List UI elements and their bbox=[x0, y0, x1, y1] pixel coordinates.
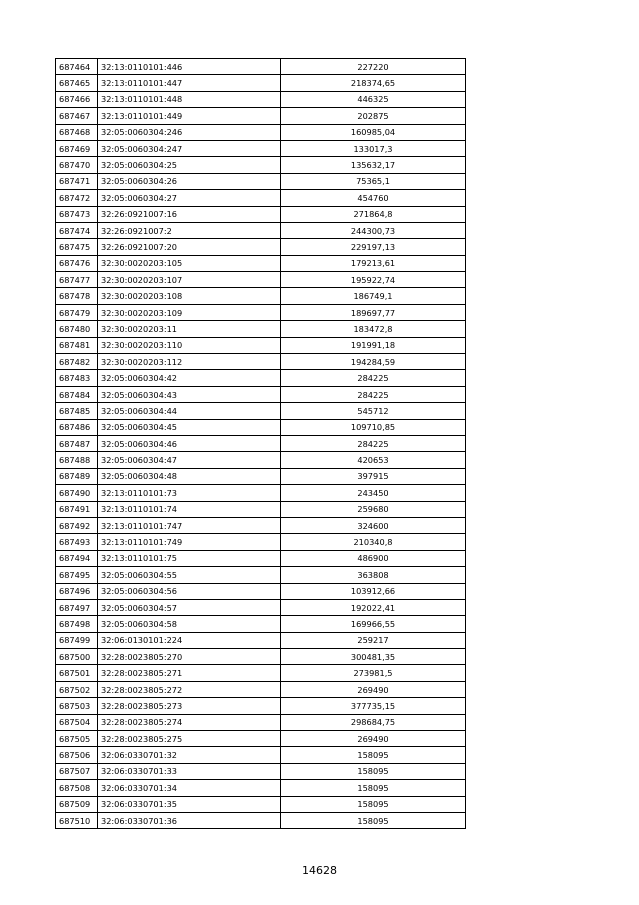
value-cell: 202875 bbox=[281, 108, 466, 124]
table-row bbox=[56, 59, 466, 75]
row-id-cell: 687489 bbox=[56, 468, 98, 484]
table-row bbox=[56, 567, 466, 583]
value-cell: 229197,13 bbox=[281, 239, 466, 255]
cadastral-number-cell: 32:05:0060304:26 bbox=[98, 173, 281, 189]
cadastral-number-cell: 32:26:0921007:20 bbox=[98, 239, 281, 255]
cadastral-number-cell: 32:28:0023805:270 bbox=[98, 649, 281, 665]
value-cell: 135632,17 bbox=[281, 157, 466, 173]
cadastral-number-cell: 32:13:0110101:75 bbox=[98, 550, 281, 566]
row-id-cell: 687466 bbox=[56, 91, 98, 107]
row-id-cell: 687469 bbox=[56, 140, 98, 156]
value-cell: 486900 bbox=[281, 550, 466, 566]
table-row bbox=[56, 468, 466, 484]
value-cell: 158095 bbox=[281, 763, 466, 779]
row-id-cell: 687486 bbox=[56, 419, 98, 435]
cadastral-number-cell: 32:26:0921007:16 bbox=[98, 206, 281, 222]
value-cell: 195922,74 bbox=[281, 272, 466, 288]
row-id-cell: 687488 bbox=[56, 452, 98, 468]
table-row bbox=[56, 288, 466, 304]
cadastral-number-cell: 32:30:0020203:109 bbox=[98, 304, 281, 320]
row-id-cell: 687483 bbox=[56, 370, 98, 386]
table-row bbox=[56, 681, 466, 697]
table-row bbox=[56, 632, 466, 648]
table-row bbox=[56, 452, 466, 468]
value-cell: 244300,73 bbox=[281, 222, 466, 238]
cadastral-number-cell: 32:30:0020203:108 bbox=[98, 288, 281, 304]
table-row bbox=[56, 747, 466, 763]
cadastral-number-cell: 32:28:0023805:272 bbox=[98, 681, 281, 697]
table-row bbox=[56, 157, 466, 173]
value-cell: 273981,5 bbox=[281, 665, 466, 681]
cadastral-number-cell: 32:13:0110101:446 bbox=[98, 59, 281, 75]
value-cell: 545712 bbox=[281, 403, 466, 419]
table-row bbox=[56, 91, 466, 107]
table-row bbox=[56, 272, 466, 288]
row-id-cell: 687480 bbox=[56, 321, 98, 337]
value-cell: 284225 bbox=[281, 370, 466, 386]
table-row bbox=[56, 780, 466, 796]
row-id-cell: 687505 bbox=[56, 731, 98, 747]
row-id-cell: 687506 bbox=[56, 747, 98, 763]
table-row bbox=[56, 649, 466, 665]
table-row bbox=[56, 255, 466, 271]
table-row bbox=[56, 190, 466, 206]
cadastral-number-cell: 32:05:0060304:43 bbox=[98, 386, 281, 402]
cadastral-number-cell: 32:26:0921007:2 bbox=[98, 222, 281, 238]
table-row bbox=[56, 599, 466, 615]
cadastral-number-cell: 32:13:0110101:749 bbox=[98, 534, 281, 550]
table-row bbox=[56, 583, 466, 599]
row-id-cell: 687508 bbox=[56, 780, 98, 796]
cadastral-number-cell: 32:05:0060304:58 bbox=[98, 616, 281, 632]
row-id-cell: 687487 bbox=[56, 435, 98, 451]
value-cell: 179213,61 bbox=[281, 255, 466, 271]
cadastral-number-cell: 32:06:0130101:224 bbox=[98, 632, 281, 648]
cadastral-number-cell: 32:30:0020203:11 bbox=[98, 321, 281, 337]
cadastral-number-cell: 32:13:0110101:448 bbox=[98, 91, 281, 107]
table-row bbox=[56, 419, 466, 435]
table-row bbox=[56, 796, 466, 812]
cadastral-number-cell: 32:30:0020203:110 bbox=[98, 337, 281, 353]
value-cell: 227220 bbox=[281, 59, 466, 75]
cadastral-number-cell: 32:06:0330701:35 bbox=[98, 796, 281, 812]
cadastral-number-cell: 32:06:0330701:32 bbox=[98, 747, 281, 763]
row-id-cell: 687492 bbox=[56, 517, 98, 533]
table-row bbox=[56, 550, 466, 566]
value-cell: 284225 bbox=[281, 386, 466, 402]
table-row bbox=[56, 124, 466, 140]
value-cell: 259217 bbox=[281, 632, 466, 648]
cadastral-number-cell: 32:05:0060304:247 bbox=[98, 140, 281, 156]
cadastral-number-cell: 32:05:0060304:45 bbox=[98, 419, 281, 435]
cadastral-number-cell: 32:05:0060304:57 bbox=[98, 599, 281, 615]
value-cell: 446325 bbox=[281, 91, 466, 107]
row-id-cell: 687484 bbox=[56, 386, 98, 402]
value-cell: 194284,59 bbox=[281, 354, 466, 370]
row-id-cell: 687474 bbox=[56, 222, 98, 238]
value-cell: 377735,15 bbox=[281, 698, 466, 714]
table-row bbox=[56, 731, 466, 747]
table-row bbox=[56, 485, 466, 501]
page-number: 14628 bbox=[302, 864, 337, 877]
table-row bbox=[56, 812, 466, 828]
table-row bbox=[56, 222, 466, 238]
cadastral-number-cell: 32:05:0060304:44 bbox=[98, 403, 281, 419]
row-id-cell: 687478 bbox=[56, 288, 98, 304]
row-id-cell: 687479 bbox=[56, 304, 98, 320]
row-id-cell: 687491 bbox=[56, 501, 98, 517]
value-cell: 189697,77 bbox=[281, 304, 466, 320]
row-id-cell: 687481 bbox=[56, 337, 98, 353]
row-id-cell: 687464 bbox=[56, 59, 98, 75]
table-row bbox=[56, 140, 466, 156]
row-id-cell: 687494 bbox=[56, 550, 98, 566]
value-cell: 269490 bbox=[281, 681, 466, 697]
row-id-cell: 687473 bbox=[56, 206, 98, 222]
value-cell: 160985,04 bbox=[281, 124, 466, 140]
cadastral-number-cell: 32:06:0330701:34 bbox=[98, 780, 281, 796]
row-id-cell: 687485 bbox=[56, 403, 98, 419]
row-id-cell: 687471 bbox=[56, 173, 98, 189]
cadastral-number-cell: 32:28:0023805:273 bbox=[98, 698, 281, 714]
cadastral-number-cell: 32:05:0060304:48 bbox=[98, 468, 281, 484]
table-row bbox=[56, 435, 466, 451]
value-cell: 103912,66 bbox=[281, 583, 466, 599]
table-row bbox=[56, 304, 466, 320]
row-id-cell: 687468 bbox=[56, 124, 98, 140]
row-id-cell: 687502 bbox=[56, 681, 98, 697]
value-cell: 109710,85 bbox=[281, 419, 466, 435]
cadastral-number-cell: 32:28:0023805:271 bbox=[98, 665, 281, 681]
table-row bbox=[56, 698, 466, 714]
cadastral-number-cell: 32:05:0060304:46 bbox=[98, 435, 281, 451]
value-cell: 158095 bbox=[281, 747, 466, 763]
table-row bbox=[56, 173, 466, 189]
table-row bbox=[56, 763, 466, 779]
table-row bbox=[56, 403, 466, 419]
row-id-cell: 687510 bbox=[56, 812, 98, 828]
row-id-cell: 687498 bbox=[56, 616, 98, 632]
value-cell: 183472,8 bbox=[281, 321, 466, 337]
value-cell: 420653 bbox=[281, 452, 466, 468]
value-cell: 158095 bbox=[281, 812, 466, 828]
row-id-cell: 687470 bbox=[56, 157, 98, 173]
row-id-cell: 687465 bbox=[56, 75, 98, 91]
row-id-cell: 687482 bbox=[56, 354, 98, 370]
value-cell: 363808 bbox=[281, 567, 466, 583]
value-cell: 243450 bbox=[281, 485, 466, 501]
table-row bbox=[56, 714, 466, 730]
table-row bbox=[56, 337, 466, 353]
cadastral-number-cell: 32:05:0060304:27 bbox=[98, 190, 281, 206]
value-cell: 300481,35 bbox=[281, 649, 466, 665]
value-cell: 218374,65 bbox=[281, 75, 466, 91]
value-cell: 191991,18 bbox=[281, 337, 466, 353]
row-id-cell: 687497 bbox=[56, 599, 98, 615]
table-row bbox=[56, 108, 466, 124]
row-id-cell: 687493 bbox=[56, 534, 98, 550]
table-row bbox=[56, 370, 466, 386]
row-id-cell: 687472 bbox=[56, 190, 98, 206]
row-id-cell: 687499 bbox=[56, 632, 98, 648]
table-row bbox=[56, 239, 466, 255]
cadastral-number-cell: 32:30:0020203:105 bbox=[98, 255, 281, 271]
cadastral-number-cell: 32:06:0330701:36 bbox=[98, 812, 281, 828]
cadastral-number-cell: 32:28:0023805:274 bbox=[98, 714, 281, 730]
data-table bbox=[55, 58, 466, 829]
row-id-cell: 687476 bbox=[56, 255, 98, 271]
table-row bbox=[56, 206, 466, 222]
row-id-cell: 687509 bbox=[56, 796, 98, 812]
cadastral-number-cell: 32:05:0060304:56 bbox=[98, 583, 281, 599]
table-row bbox=[56, 501, 466, 517]
table-row bbox=[56, 75, 466, 91]
cadastral-number-cell: 32:05:0060304:25 bbox=[98, 157, 281, 173]
row-id-cell: 687507 bbox=[56, 763, 98, 779]
cadastral-number-cell: 32:06:0330701:33 bbox=[98, 763, 281, 779]
cadastral-number-cell: 32:13:0110101:74 bbox=[98, 501, 281, 517]
value-cell: 75365,1 bbox=[281, 173, 466, 189]
cadastral-number-cell: 32:28:0023805:275 bbox=[98, 731, 281, 747]
row-id-cell: 687503 bbox=[56, 698, 98, 714]
cadastral-number-cell: 32:13:0110101:73 bbox=[98, 485, 281, 501]
row-id-cell: 687500 bbox=[56, 649, 98, 665]
value-cell: 192022,41 bbox=[281, 599, 466, 615]
value-cell: 259680 bbox=[281, 501, 466, 517]
table-row bbox=[56, 354, 466, 370]
value-cell: 269490 bbox=[281, 731, 466, 747]
row-id-cell: 687501 bbox=[56, 665, 98, 681]
cadastral-number-cell: 32:05:0060304:42 bbox=[98, 370, 281, 386]
value-cell: 298684,75 bbox=[281, 714, 466, 730]
cadastral-number-cell: 32:05:0060304:47 bbox=[98, 452, 281, 468]
cadastral-number-cell: 32:13:0110101:747 bbox=[98, 517, 281, 533]
cadastral-number-cell: 32:13:0110101:447 bbox=[98, 75, 281, 91]
value-cell: 158095 bbox=[281, 796, 466, 812]
cadastral-number-cell: 32:13:0110101:449 bbox=[98, 108, 281, 124]
value-cell: 454760 bbox=[281, 190, 466, 206]
cadastral-number-cell: 32:05:0060304:246 bbox=[98, 124, 281, 140]
row-id-cell: 687504 bbox=[56, 714, 98, 730]
value-cell: 324600 bbox=[281, 517, 466, 533]
value-cell: 397915 bbox=[281, 468, 466, 484]
value-cell: 169966,55 bbox=[281, 616, 466, 632]
value-cell: 210340,8 bbox=[281, 534, 466, 550]
cadastral-number-cell: 32:30:0020203:107 bbox=[98, 272, 281, 288]
row-id-cell: 687467 bbox=[56, 108, 98, 124]
table-row bbox=[56, 534, 466, 550]
cadastral-number-cell: 32:05:0060304:55 bbox=[98, 567, 281, 583]
cadastral-number-cell: 32:30:0020203:112 bbox=[98, 354, 281, 370]
table-row bbox=[56, 665, 466, 681]
row-id-cell: 687475 bbox=[56, 239, 98, 255]
table-row bbox=[56, 321, 466, 337]
value-cell: 271864,8 bbox=[281, 206, 466, 222]
value-cell: 284225 bbox=[281, 435, 466, 451]
table-row bbox=[56, 386, 466, 402]
data-table-body bbox=[56, 59, 466, 829]
row-id-cell: 687490 bbox=[56, 485, 98, 501]
table-row bbox=[56, 517, 466, 533]
row-id-cell: 687496 bbox=[56, 583, 98, 599]
value-cell: 133017,3 bbox=[281, 140, 466, 156]
row-id-cell: 687495 bbox=[56, 567, 98, 583]
row-id-cell: 687477 bbox=[56, 272, 98, 288]
table-row bbox=[56, 616, 466, 632]
value-cell: 186749,1 bbox=[281, 288, 466, 304]
value-cell: 158095 bbox=[281, 780, 466, 796]
